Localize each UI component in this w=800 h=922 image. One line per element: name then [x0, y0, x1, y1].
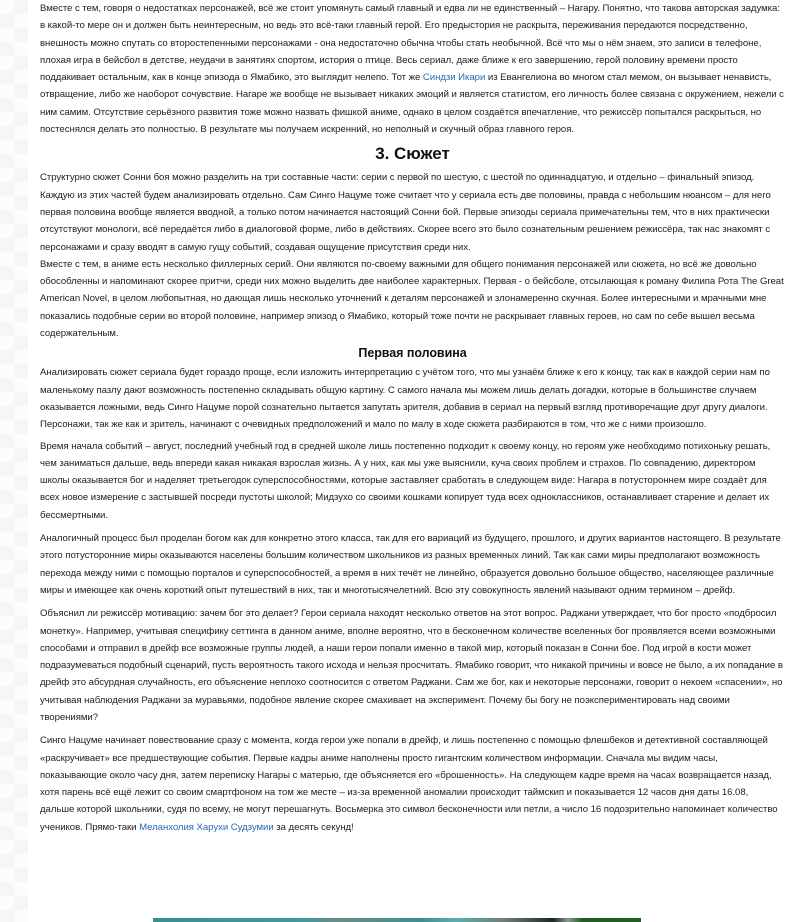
haruhi-suzumiya-link[interactable]: Меланхолия Харухи Судзумии	[139, 821, 274, 833]
narrative-text-before-link: Синго Нацуме начинает повествование сразу с момента, когда герои уже попали в дрейф, и лишь постепенно с помощью флешбеков и детективной составляющей «раскручивает» все предшествующие события. Первые кадры аниме наполнены просто гигантским количеством информации. Сначала мы видим часы, показывающие около часу дня, затем переписку Нагары с матерью, где объясняется его «брошенность». На следующем кадре время на часах возвращается назад, хотя парень всё ещё лежит со своим смартфоном на том же месте – из-за временной аномалии происходит таймскип и показывается 12 часов дня даты 16.08, дальше которой школьники, судя по всему, не могут перешагнуть. Восьмерка это символ бесконечности или петли, а число 16 подозрительно напоминает количество учеников. Прямо-таки	[40, 735, 778, 833]
shinji-ikari-link[interactable]: Синдзи Икари	[422, 72, 486, 84]
first-half-paragraph-motivation: Объяснил ли режиссёр мотивацию: зачем бог это делает? Герои сериала находят несколько ответов на этот вопрос. Раджани утверждает, что бог просто «подбросил монетку». Например, учитывая специфику сеттинга в данном аниме, вполне вероятно, что в бесконечном количестве вселенных бог проявляется всеми возможными способами и отправил в дрейф все возможные группы людей, а наши герои попали именно в такой мир, который показан в Сонни бое. Под игрой в кости может подразумеваться подобный сценарий, пусть вероятность такого исхода и нельзя просчитать. Ямабико говорит, что никакой причины и вовсе не было, а их попадание в дрейф это абсурдная случайность, его объяснение неплохо соотносится с ответом Раджани. Сам же бог, как и некоторые персонажи, говорит о некоем «спасении», но учитывая наблюдения Раджани за муравьями, подобное явление скорее смахивает на эксперимент. Почему бы богу не поэкспериментировать над своими творениями?	[40, 608, 783, 723]
first-half-paragraph-drift: Аналогичный процесс был проделан богом как для конкретно этого класса, так для его вариаций из будущего, прошлого, и других вариантов настоящего. В результате этого потусторонние миры оказываются населены большим количеством школьников из разных временных линий. Так как сами миры предполагают возможность перехода между ними с помощью порталов и суперспособностей, а время в них течёт не линейно, образуется довольно большое общество, населяющее различные миры и имеющее как очень короткий опыт путешествий в них, так и многотысячелетний. Всю эту совокупность явлений называют одним термином – дрейф.	[40, 533, 781, 596]
narrative-text-after-link: за десять секунд!	[273, 821, 354, 833]
intro-text-before-link: Вместе с тем, говоря о недостатках персонажей, всё же стоит упомянуть самый главный и едва ли не единственный – Нагару. Понятно, что такова авторская задумка: в какой-то мере он и должен быть неинтересным, но ведь это всё-таки главный герой. Его предыстория не раскрыта, переживания передаются посредственно, внешность можно спутать со второстепенными персонажами - она недостаточно обычна чтобы стать необычной. Всё что мы о нём знаем, это записи в телефоне, плохая игра в бейсбол в детстве, неудачи в занятиях спортом, история о птице. Весь сериал, даже ближе к его завершению, герой половину времени просто поддакивает остальным, как в конце эпизода о Ямабико, это выглядит нелепо. Тот же	[40, 3, 780, 84]
first-half-paragraph-narrative	[40, 732, 785, 836]
article-body	[40, 0, 785, 836]
first-half-paragraph-events: Время начала событий – август, последний учебный год в средней школе лишь постепенно подходит к своему концу, но героям уже необходимо потихоньку решать, чем заниматься дальше, ведь впереди какая никакая взрослая жизнь. А у них, как мы уже выяснили, куча своих проблем и страхов. По совпадению, директором школы оказывается бог и наделяет третьегодок суперспособностями, которые заставляет сработать в следующем виде: Нагара в потустороннем мире создаёт для всех новое измерение с застывшей посреди пустоты школой; Мидзухо со своими кошками копирует туда всех одноклассников, останавливает старение и делает их бессмертными.	[40, 440, 771, 521]
first-half-paragraph-interpretation: Анализировать сюжет сериала будет гораздо проще, если изложить интерпретацию с учётом того, что мы узнаём ближе к его к концу, так как в каждой серии нам по маленькому пазлу дают возможность постепенно складывать общую картину. С самого начала мы можем лишь делать догадки, которые в большинстве случаем оказывается ложными, ведь Синго Нацуме порой сознательно пытается запутать зрителя, добавив в сериал на первый взгляд противоречащие друг другу диалоги. Персонажи, так же как и зритель, начинают с очевидных предположений и мало по малу в ходе сюжета разбираются в том, что же с ними произошло.	[40, 367, 770, 431]
article-image-top-edge	[153, 918, 641, 922]
intro-paragraph	[40, 0, 785, 138]
page-margin-pattern	[0, 0, 28, 922]
plot-paragraph-structure: Структурно сюжет Сонни боя можно разделить на три составные части: серии с первой по шестую, с шестой по одиннадцатую, и отдельно – финальный эпизод. Каждую из этих частей будем анализировать отдельно. Сам Синго Нацуме тоже считает что у сериала есть две половины, правда с небольшим нюансом – для него первая половина вообще является вводной, а только потом начинается настоящий Сонни бой. Первые эпизоды сериала примечательны тем, что в них практически отсутствуют монологи, всё передаётся либо в диалоговой форме, либо в действиях. Скорее всего это было сознательным решением режиссёра, так нас знакомят с персонажами и сразу вводят в самую гущу событий, создавая ощущение присутствия среди них.	[40, 172, 771, 253]
intro-text-after-link: из Евангелиона во многом стал мемом, он вызывает ненависть, отвращение, либо же наоборот сочувствие. Нагаре же вообще не вызывает никаких эмоций и является статистом, его личность более связана с окружением, нежели с ним самим. Отсутствие серьёзного развития тоже можно назвать фишкой аниме, однако в целом создаётся впечатление, что режиссёр попытался раскрыться, но постеснялся делать это полностью. В результате мы получаем искренний, но неполный и скучный образ главного героя.	[40, 72, 784, 136]
section-heading-plot: 3. Сюжет	[375, 144, 450, 164]
plot-paragraph-fillers: Вместе с тем, в аниме есть несколько филлерных серий. Они являются по-своему важными для общего понимания персонажей или сюжета, но всё же довольно обособленны и напоминают скорее притчи, среди них можно выделить две наиболее характерных. Первая - о бейсболе, отсылающая к роману Филипа Рота The Great American Novel, в целом любопытная, но дающая лишь несколько уточнений к деталям персонажей и злонамеренно скучная. Более интересными и мрачными мне показались подобные серии во второй половине, например эпизод о Ямабико, который тоже почти не раскрывает главных героев, но сам по себе вышел весьма содержательным.	[40, 258, 784, 340]
subsection-heading-first-half: Первая половина	[358, 346, 467, 361]
